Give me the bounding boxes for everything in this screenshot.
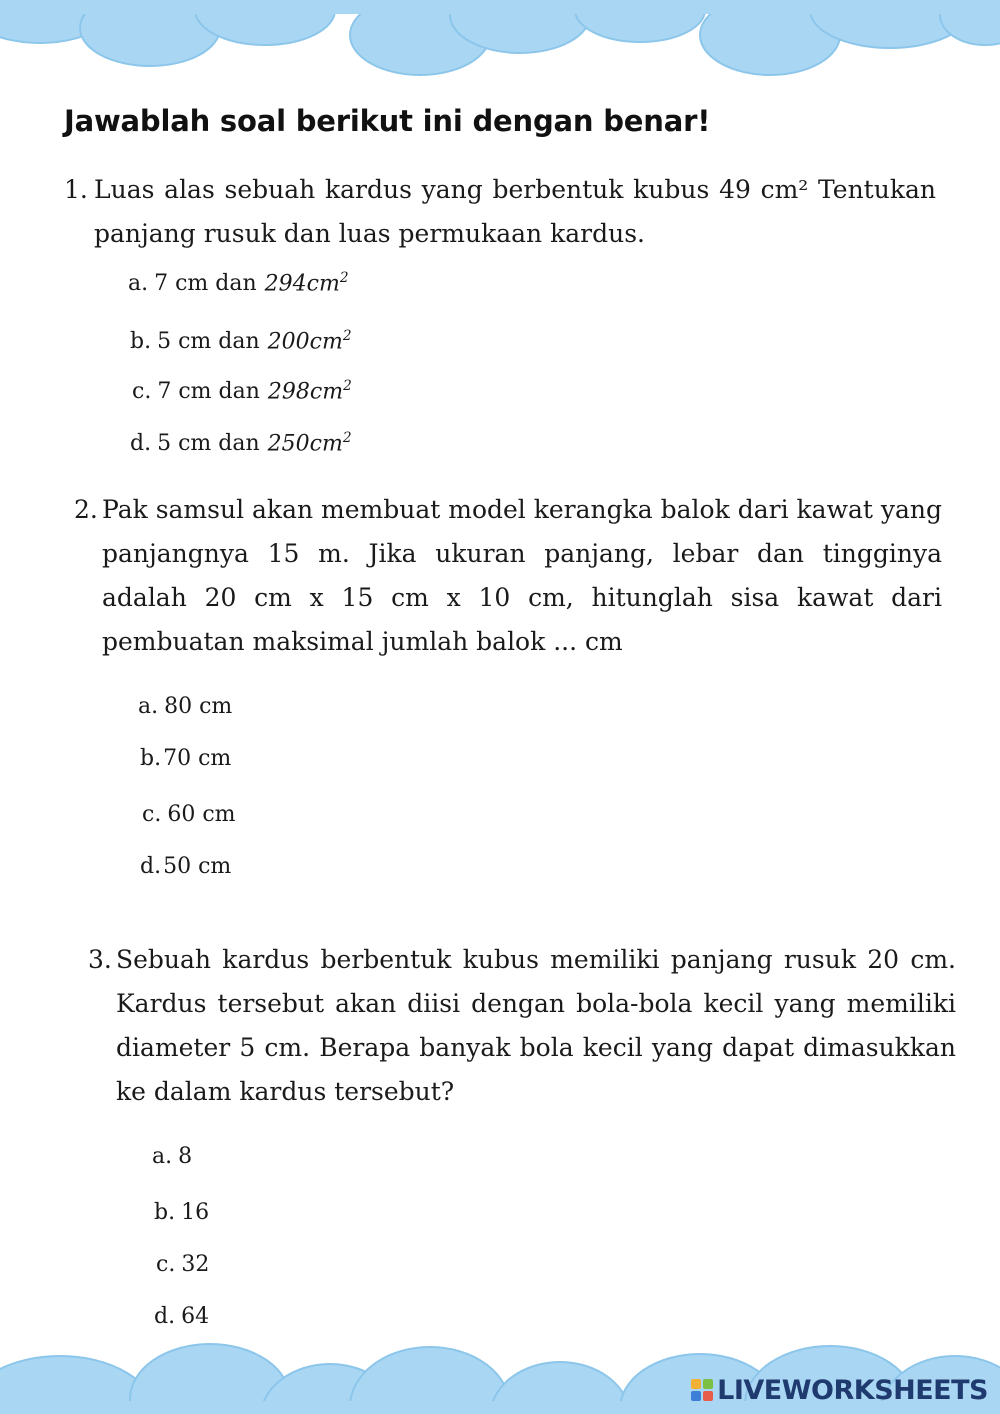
question-text: Sebuah kardus berbentuk kubus memiliki panjang rusuk 20 cm. Kardus tersebut akan diisi dengan bola-bola kecil yang memiliki diameter 5 cm. Berapa banyak bola kecil yang dapat dimasukkan ke dalam kardus tersebut? <box>116 945 956 1106</box>
option-2d[interactable] <box>140 854 231 879</box>
question-number: 1. <box>64 175 88 204</box>
option-text: 80 cm <box>164 694 233 719</box>
question-2 <box>74 488 942 664</box>
option-text: 16 <box>181 1200 210 1225</box>
question-text: Pak samsul akan membuat model kerangka balok dari kawat yang panjangnya 15 m. Jika ukuran panjang, lebar dan tingginya adalah 20 cm x 15 cm x 10 cm, hitunglah sisa kawat dari pembuatan maksimal jumlah balok ... cm <box>102 495 942 656</box>
option-math: $298cm^2$ <box>267 378 352 405</box>
option-text: 32 <box>181 1252 210 1277</box>
question-1 <box>64 168 936 256</box>
option-letter: d. <box>154 1304 176 1329</box>
option-letter: a. <box>152 1144 173 1169</box>
option-1d[interactable] <box>130 430 351 456</box>
option-letter: b. <box>154 1200 176 1225</box>
option-letter: c. <box>132 379 152 405</box>
option-math: $200cm^2$ <box>267 328 352 355</box>
option-1b[interactable] <box>130 328 351 354</box>
option-3c[interactable] <box>156 1252 209 1277</box>
option-3b[interactable] <box>154 1200 209 1225</box>
option-1c[interactable] <box>132 378 352 404</box>
option-2b[interactable] <box>140 746 231 771</box>
liveworksheets-logo[interactable] <box>691 1374 988 1406</box>
option-1a[interactable] <box>128 270 349 296</box>
option-3d[interactable] <box>154 1304 209 1329</box>
option-text: 70 cm <box>163 746 232 771</box>
option-letter: d. <box>140 854 162 879</box>
option-3a[interactable] <box>152 1144 192 1169</box>
option-letter: c. <box>142 802 162 827</box>
option-text: 5 cm dan <box>157 431 260 457</box>
option-letter: c. <box>156 1252 176 1277</box>
option-letter: b. <box>140 746 162 771</box>
option-letter: a. <box>138 694 159 719</box>
option-2c[interactable] <box>142 802 236 827</box>
question-text: Luas alas sebuah kardus yang berbentuk kubus 49 cm² Tentukan panjang rusuk dan luas permukaan kardus. <box>94 175 936 248</box>
question-number: 3. <box>88 945 112 974</box>
option-letter: d. <box>130 431 152 457</box>
option-math: $294cm^2$ <box>264 270 349 297</box>
option-text: 7 cm dan <box>154 271 257 297</box>
option-text: 8 <box>178 1144 193 1169</box>
option-text: 64 <box>181 1304 210 1329</box>
liveworksheets-logo-icon <box>691 1379 713 1401</box>
logo-text: LIVEWORKSHEETS <box>717 1374 988 1406</box>
option-text: 50 cm <box>163 854 232 879</box>
page-title: Jawablah soal berikut ini dengan benar! <box>64 104 711 138</box>
option-text: 7 cm dan <box>157 379 260 405</box>
cloud-border-top <box>0 0 1000 95</box>
option-text: 60 cm <box>167 802 236 827</box>
option-text: 5 cm dan <box>157 329 260 355</box>
option-2a[interactable] <box>138 694 232 719</box>
option-letter: a. <box>128 271 149 297</box>
question-number: 2. <box>74 495 98 524</box>
option-letter: b. <box>130 329 152 355</box>
option-math: $250cm^2$ <box>267 430 352 457</box>
question-3 <box>88 938 956 1114</box>
